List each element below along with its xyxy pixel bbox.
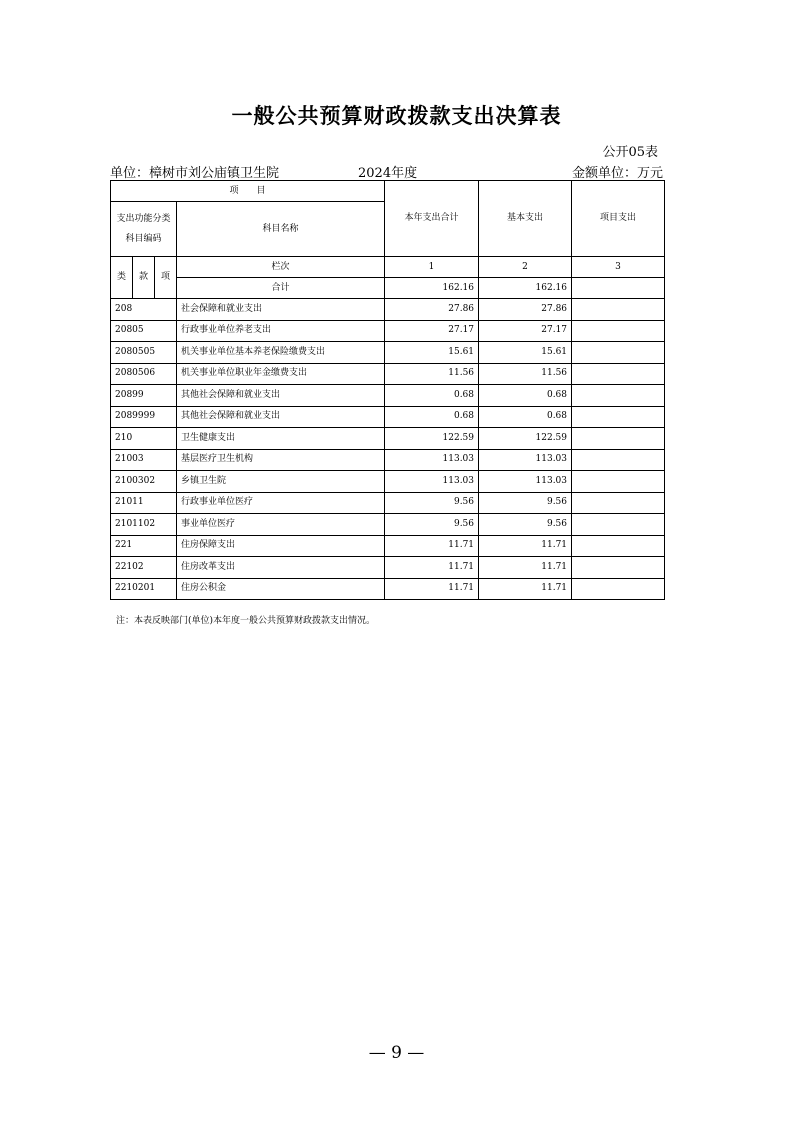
header-subject-name: 科目名称 — [177, 202, 385, 257]
row-project — [572, 449, 665, 471]
header-col-total: 本年支出合计 — [385, 181, 479, 257]
table-row — [111, 428, 665, 450]
row-basic: 9.56 — [479, 492, 572, 514]
row-code: 210 — [111, 428, 177, 450]
row-project — [572, 406, 665, 428]
row-project — [572, 428, 665, 450]
year-label: 2024年度 — [358, 166, 418, 181]
unit-label: 单位：樟树市刘公庙镇卫生院 — [110, 166, 280, 181]
row-total: 15.61 — [385, 342, 479, 364]
row-basic: 9.56 — [479, 514, 572, 536]
row-project — [572, 299, 665, 321]
row-total: 0.68 — [385, 406, 479, 428]
header-idx2: 2 — [479, 257, 572, 278]
row-basic: 15.61 — [479, 342, 572, 364]
table-row — [111, 299, 665, 321]
row-project — [572, 385, 665, 407]
row-code: 20899 — [111, 385, 177, 407]
row-total: 0.68 — [385, 385, 479, 407]
row-basic: 11.56 — [479, 363, 572, 385]
sum-basic: 162.16 — [479, 278, 572, 299]
row-subject-name: 卫生健康支出 — [177, 428, 385, 450]
row-total: 122.59 — [385, 428, 479, 450]
row-code: 2080505 — [111, 342, 177, 364]
row-project — [572, 492, 665, 514]
row-basic: 122.59 — [479, 428, 572, 450]
money-unit-label: 金额单位：万元 — [571, 166, 663, 181]
header-project: 项 目 — [111, 181, 385, 202]
sum-project — [572, 278, 665, 299]
row-project — [572, 557, 665, 579]
row-project — [572, 320, 665, 342]
row-project — [572, 535, 665, 557]
expenditure-table — [110, 180, 665, 600]
row-code: 20805 — [111, 320, 177, 342]
row-total: 9.56 — [385, 514, 479, 536]
row-total: 27.17 — [385, 320, 479, 342]
table-row — [111, 406, 665, 428]
row-basic: 0.68 — [479, 385, 572, 407]
row-code: 21003 — [111, 449, 177, 471]
row-project — [572, 514, 665, 536]
row-total: 113.03 — [385, 471, 479, 493]
header-func-class-line2: 科目编码 — [125, 234, 162, 244]
row-total: 9.56 — [385, 492, 479, 514]
row-code: 208 — [111, 299, 177, 321]
row-subject-name: 社会保障和就业支出 — [177, 299, 385, 321]
header-func-class — [111, 202, 177, 257]
row-subject-name: 住房公积金 — [177, 578, 385, 600]
row-project — [572, 471, 665, 493]
table-row — [111, 320, 665, 342]
row-basic: 11.71 — [479, 557, 572, 579]
table-row — [111, 342, 665, 364]
row-total: 11.71 — [385, 535, 479, 557]
table-row — [111, 557, 665, 579]
header-col-project: 项目支出 — [572, 181, 665, 257]
header-idx3: 3 — [572, 257, 665, 278]
row-total: 113.03 — [385, 449, 479, 471]
row-subject-name: 乡镇卫生院 — [177, 471, 385, 493]
row-subject-name: 机关事业单位基本养老保险缴费支出 — [177, 342, 385, 364]
row-subject-name: 其他社会保障和就业支出 — [177, 385, 385, 407]
page-title: 一般公共预算财政拨款支出决算表 — [231, 103, 562, 128]
row-subject-name: 基层医疗卫生机构 — [177, 449, 385, 471]
row-project — [572, 342, 665, 364]
form-number: 公开05表 — [602, 145, 658, 160]
sum-total: 162.16 — [385, 278, 479, 299]
table-row — [111, 492, 665, 514]
row-code: 2089999 — [111, 406, 177, 428]
row-basic: 11.71 — [479, 578, 572, 600]
row-basic: 27.86 — [479, 299, 572, 321]
header-xiang: 项 — [155, 257, 177, 299]
row-basic: 27.17 — [479, 320, 572, 342]
row-code: 2080506 — [111, 363, 177, 385]
row-total: 27.86 — [385, 299, 479, 321]
header-idx1: 1 — [385, 257, 479, 278]
row-subject-name: 机关事业单位职业年金缴费支出 — [177, 363, 385, 385]
table-row — [111, 449, 665, 471]
header-col-basic: 基本支出 — [479, 181, 572, 257]
row-project — [572, 578, 665, 600]
row-basic: 113.03 — [479, 471, 572, 493]
row-subject-name: 其他社会保障和就业支出 — [177, 406, 385, 428]
table-row — [111, 363, 665, 385]
row-subject-name: 行政事业单位养老支出 — [177, 320, 385, 342]
row-subject-name: 事业单位医疗 — [177, 514, 385, 536]
header-kuan: 款 — [133, 257, 155, 299]
row-code: 22102 — [111, 557, 177, 579]
page-number: — 9 — — [368, 1043, 425, 1063]
row-subject-name: 住房改革支出 — [177, 557, 385, 579]
footnote: 注：本表反映部门(单位)本年度一般公共预算财政拨款支出情况。 — [116, 616, 376, 626]
row-code: 2101102 — [111, 514, 177, 536]
header-lanci: 栏次 — [177, 257, 385, 278]
table-row — [111, 385, 665, 407]
row-code: 221 — [111, 535, 177, 557]
row-subject-name: 住房保障支出 — [177, 535, 385, 557]
row-code: 21011 — [111, 492, 177, 514]
row-project — [572, 363, 665, 385]
header-func-class-line1: 支出功能分类 — [116, 214, 171, 224]
table-row — [111, 471, 665, 493]
header-lei: 类 — [111, 257, 133, 299]
row-total: 11.71 — [385, 578, 479, 600]
row-total: 11.56 — [385, 363, 479, 385]
table-row — [111, 514, 665, 536]
row-basic: 11.71 — [479, 535, 572, 557]
meta-row — [110, 162, 663, 180]
row-code: 2100302 — [111, 471, 177, 493]
row-subject-name: 行政事业单位医疗 — [177, 492, 385, 514]
row-code: 2210201 — [111, 578, 177, 600]
sum-label: 合计 — [177, 278, 385, 299]
table-row — [111, 578, 665, 600]
row-basic: 113.03 — [479, 449, 572, 471]
table-row — [111, 535, 665, 557]
row-basic: 0.68 — [479, 406, 572, 428]
row-total: 11.71 — [385, 557, 479, 579]
